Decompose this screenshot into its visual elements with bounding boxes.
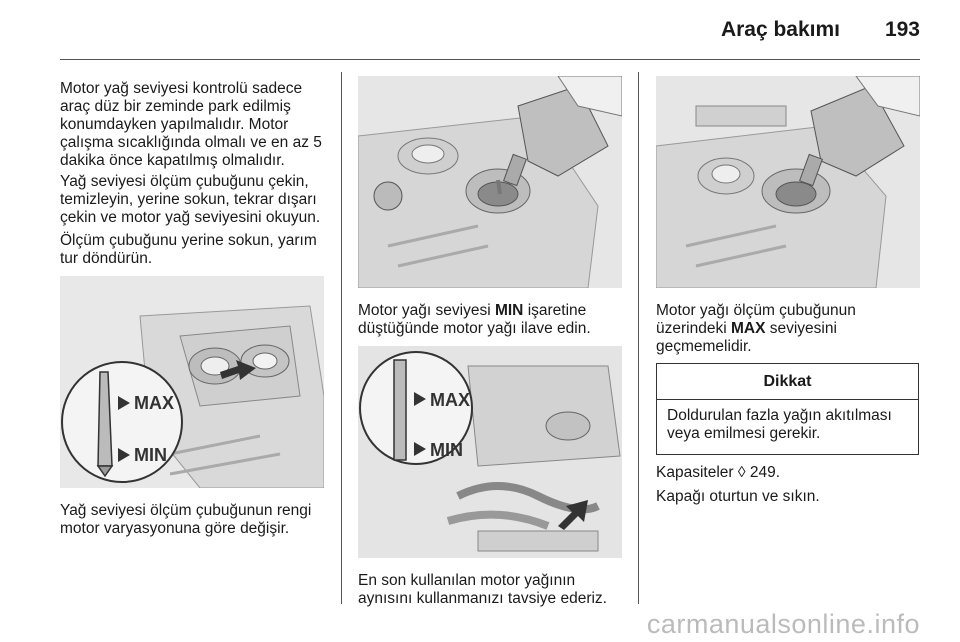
notice-title: Dikkat xyxy=(657,364,918,400)
notice-body: Doldurulan fazla yağın akıtılması veya emilmesi gerekir. xyxy=(667,407,892,442)
engine-bay-illustration xyxy=(358,346,622,558)
page-header-title: Araç bakımı xyxy=(720,18,840,41)
dipstick-min-label: MIN xyxy=(134,445,167,465)
paragraph-dipstick-procedure: Yağ seviyesi ölçüm çubuğunu çekin, temizleyin, yerine sokun, tekrar dışarı çekin ve motor yağ seviyesini okuyun. xyxy=(60,173,321,226)
paragraph-dipstick-reinsert: Ölçüm çubuğunu yerine sokun, yarım tur döndürün. xyxy=(60,232,317,267)
caption-do-not-exceed-max: Motor yağı ölçüm çubuğunun üzerindeki MAX seviyesini geçmemelidir. xyxy=(656,302,856,355)
page-number: 193 xyxy=(884,18,920,41)
capacity-reference: Kapasiteler ◊ 249. xyxy=(656,464,781,481)
dipstick-engine-illustration xyxy=(60,276,324,488)
figure-pouring-oil xyxy=(358,76,622,288)
pouring-oil-max-illustration xyxy=(656,76,920,288)
engine-bay-max-label: MAX xyxy=(430,390,470,410)
engine-bay-min-label: MIN xyxy=(430,440,463,460)
caption-same-oil-recommendation: En son kullanılan motor yağının aynısını kullanmanızı tavsiye ederiz. xyxy=(358,572,607,607)
figure-dipstick-engine-cover xyxy=(60,276,324,488)
pouring-oil-illustration xyxy=(358,76,622,288)
header-rule xyxy=(60,59,920,60)
notice-box xyxy=(656,363,919,455)
dipstick-max-label: MAX xyxy=(134,393,174,413)
page-reference-icon: ◊ xyxy=(737,464,746,481)
column-divider-1 xyxy=(341,72,342,604)
caption-dipstick-color: Yağ seviyesi ölçüm çubuğunun rengi motor varyasyonuna göre değişir. xyxy=(60,502,312,537)
figure-pouring-oil-max xyxy=(656,76,920,288)
watermark: carmanualsonline.info xyxy=(646,609,920,639)
caption-add-oil-at-min: Motor yağı seviyesi MIN işaretine düştüğünde motor yağı ilave edin. xyxy=(358,302,591,337)
column-divider-2 xyxy=(638,72,639,604)
paragraph-oil-check-conditions: Motor yağ seviyesi kontrolü sadece araç düz bir zeminde park edilmiş konumdayken yapılmalıdır. Motor çalışma sıcaklığında olmalı ve en az 5 dakika önce kapatılmış olmalıdır. xyxy=(60,80,322,169)
instruction-close-cap: Kapağı oturtun ve sıkın. xyxy=(656,488,820,505)
figure-engine-bay-dipstick xyxy=(358,346,622,558)
